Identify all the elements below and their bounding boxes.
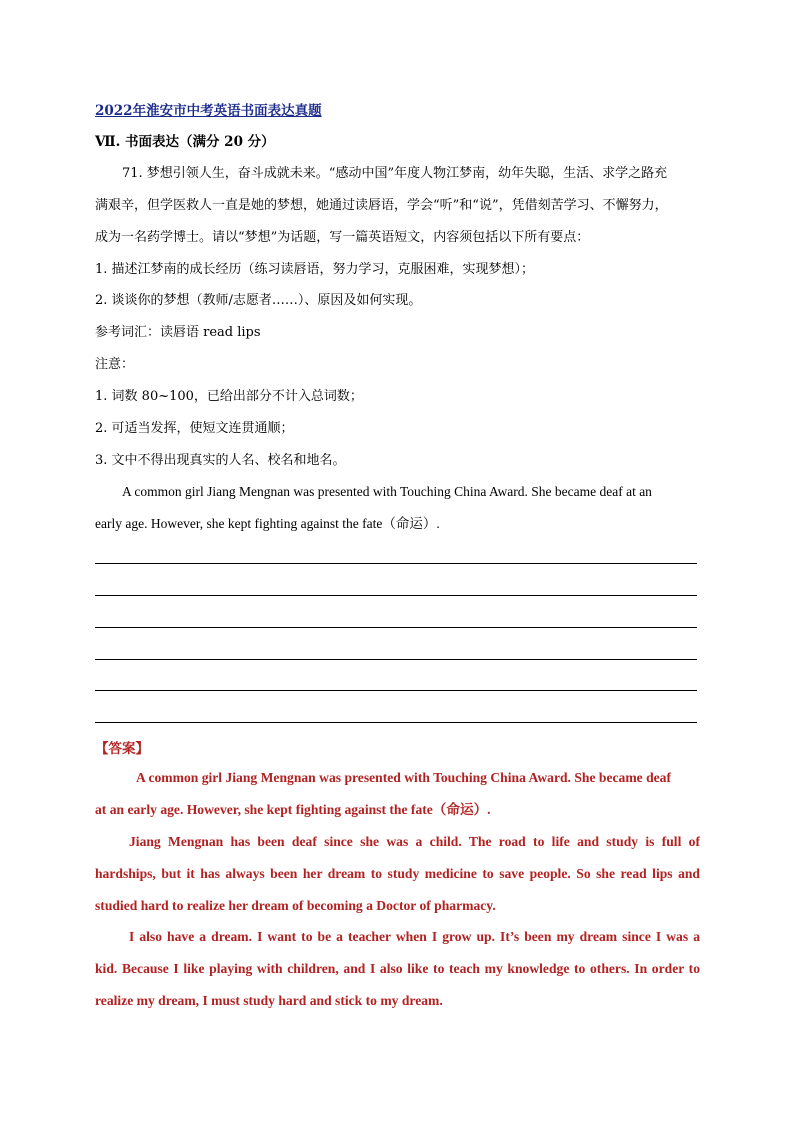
note-item: 2. 可适当发挥，使短文连贯通顺； (95, 421, 294, 436)
answer-line: kid. Because I like playing with children, and I also like to teach my knowledge to others. In order to (95, 961, 700, 976)
notes-title: 注意： (95, 357, 135, 372)
answer-line: studied hard to realize her dream of becoming a Doctor of pharmacy. (95, 898, 496, 913)
reference-vocabulary: 参考词汇：读唇语 read lips (95, 325, 261, 340)
prompt-line: 满艰辛，但学医救人一直是她的梦想，她通过读唇语，学会“听”和“说”，凭借刻苦学习、不懈努力， (95, 198, 668, 213)
page-title: 2022年淮安市中考英语书面表达真题 (95, 103, 322, 119)
writing-line (95, 659, 697, 660)
answer-line: I also have a dream. I want to be a teacher when I grow up. It’s been my dream since I was a (129, 929, 700, 944)
section-heading: Ⅶ. 书面表达（满分 20 分） (95, 134, 275, 150)
writing-line (95, 595, 697, 596)
writing-line (95, 627, 697, 628)
writing-line (95, 722, 697, 723)
answer-label: 【答案】 (95, 741, 149, 757)
starter-text: early age. However, she kept fighting against the fate（命运）. (95, 516, 440, 531)
answer-line: Jiang Mengnan has been deaf since she was a child. The road to life and study is full of (129, 834, 700, 849)
note-item: 1. 词数 80~100，已给出部分不计入总词数； (95, 389, 363, 404)
prompt-line: 成为一名药学博士。请以“梦想”为话题，写一篇英语短文，内容须包括以下所有要点： (95, 230, 590, 245)
answer-line: A common girl Jiang Mengnan was presented with Touching China Award. She became deaf (136, 770, 671, 785)
answer-line: realize my dream, I must study hard and stick to my dream. (95, 993, 443, 1008)
note-item: 3. 文中不得出现真实的人名、校名和地名。 (95, 453, 346, 468)
prompt-line: 71. 梦想引领人生，奋斗成就未来。“感动中国”年度人物江梦南，幼年失聪，生活、求学之路充 (122, 166, 668, 181)
answer-line: at an early age. However, she kept fighting against the fate（命运）. (95, 802, 491, 817)
writing-line (95, 563, 697, 564)
answer-line: hardships, but it has always been her dream to study medicine to save people. So she read lips and (95, 866, 700, 881)
writing-line (95, 690, 697, 691)
requirement-point: 2. 谈谈你的梦想（教师/志愿者……）、原因及如何实现。 (95, 293, 422, 308)
starter-text: A common girl Jiang Mengnan was presented with Touching China Award. She became deaf at an (122, 484, 652, 499)
requirement-point: 1. 描述江梦南的成长经历（练习读唇语，努力学习，克服困难，实现梦想）； (95, 262, 535, 277)
